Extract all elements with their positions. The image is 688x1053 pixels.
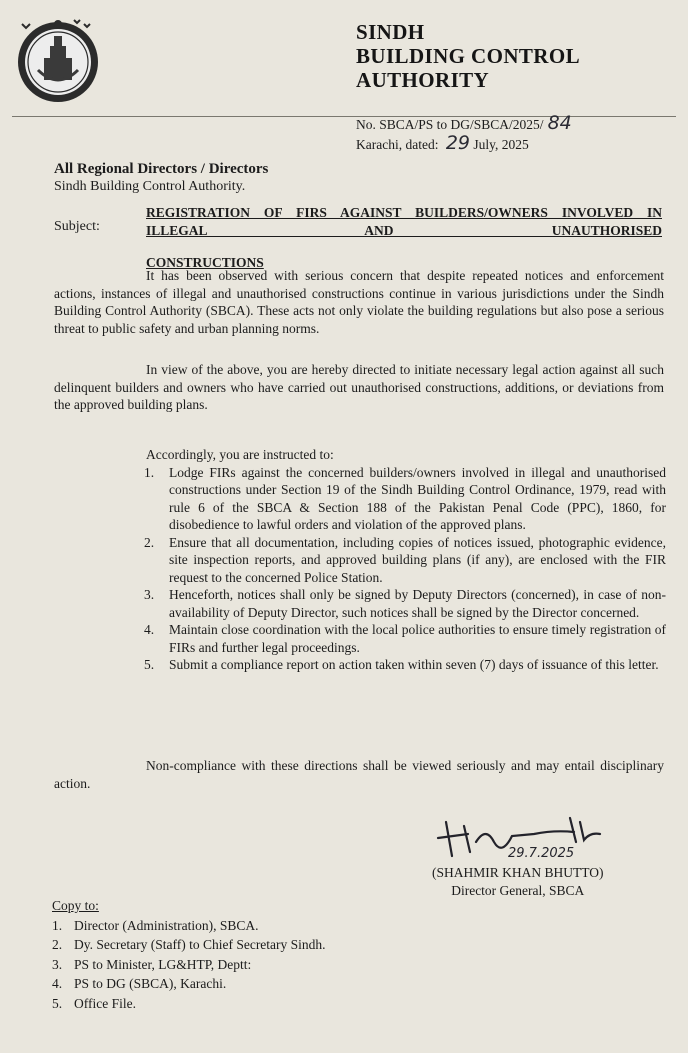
list-item — [144, 464, 666, 534]
list-intro: Accordingly, you are instructed to: — [146, 447, 334, 462]
copy-to-number: 4. — [52, 976, 63, 991]
org-line-3: AUTHORITY — [356, 68, 490, 92]
list-item — [144, 621, 666, 656]
list-item — [144, 586, 666, 621]
copy-to-item — [52, 955, 326, 975]
copy-to-number: 2. — [52, 937, 63, 952]
instructions-list — [144, 446, 666, 674]
copy-to-number: 3. — [52, 956, 63, 972]
copy-to-block — [52, 896, 326, 1013]
org-line-2: BUILDING CONTROL — [356, 44, 581, 68]
header-divider — [12, 116, 676, 117]
addressee-line-2: Sindh Building Control Authority. — [54, 179, 246, 194]
paragraph-2: In view of the above, you are hereby directed to initiate necessary legal action against all such delinquent builders and owners who have carried out unauthorised constructions, additions, or deviations from the approved building plans. — [54, 362, 664, 413]
signatory-name: (SHAHMIR KHAN BHUTTO) — [432, 865, 604, 880]
signatory-block — [432, 864, 604, 900]
list-item-text: Lodge FIRs against the concerned builders/owners involved in illegal and unauthorised constructions under Section 19 of the Sindh Building Control Ordinance, 1979, read with rule 6 of the SBCA & Section 188 of the Pakistan Penal Code (PPC), 1860, for disobedience to lawful orders and violation of the approved plans. — [169, 464, 666, 532]
reference-number-printed: No. SBCA/PS to DG/SBCA/2025/ — [356, 117, 544, 132]
copy-to-text: Dy. Secretary (Staff) to Chief Secretary Sindh. — [74, 937, 326, 952]
date-prefix: Karachi, dated: — [356, 137, 439, 152]
signature-date-handwritten: 29.7.2025 — [508, 846, 575, 861]
list-item-text: Submit a compliance report on action taken within seven (7) days of issuance of this letter. — [169, 657, 659, 672]
addressee-block — [54, 160, 268, 196]
copy-to-item — [52, 974, 326, 994]
date-suffix: July, 2025 — [473, 137, 529, 152]
copy-to-item — [52, 994, 326, 1014]
letter-date — [356, 134, 572, 154]
list-item-number: 2. — [144, 534, 155, 550]
paragraph-3: Non-compliance with these directions shall be viewed seriously and may entail disciplinary action. — [54, 758, 664, 791]
subject-label: Subject: — [54, 219, 100, 234]
signatory-designation: Director General, SBCA — [451, 883, 585, 898]
list-item-text: Maintain close coordination with the local police authorities to ensure timely registration of FIRs and further legal proceedings. — [169, 622, 666, 655]
copy-to-number: 5. — [52, 995, 63, 1011]
copy-to-item — [52, 935, 326, 955]
reference-number-handwritten: 84 — [547, 112, 572, 134]
addressee-line-1: All Regional Directors / Directors — [54, 161, 269, 177]
paragraph-1: It has been observed with serious concern that despite repeated notices and enforcement actions, instances of illegal and unauthorised constructions continue in various jurisdictions under the Sindh Building Control Authority (SBCA). These acts not only violate the building regulations but also pose a serious threat to public safety and urban planning norms. — [54, 268, 664, 336]
date-day-handwritten: 29 — [445, 132, 471, 154]
list-item — [144, 534, 666, 587]
subject-text-last-line: CONSTRUCTIONS — [146, 255, 264, 270]
copy-to-text: Director (Administration), SBCA. — [74, 917, 259, 933]
copy-to-text: Office File. — [74, 995, 136, 1011]
list-item-number: 5. — [144, 657, 155, 672]
org-line-1: SINDH — [356, 20, 425, 44]
list-item-number: 3. — [144, 587, 155, 602]
reference-block — [356, 114, 572, 154]
reference-number — [356, 114, 572, 134]
list-item-text: Ensure that all documentation, including copies of notices issued, photographic evidence, site inspection reports, and approved building plans (if any), are enclosed with the FIR request to the concerned Police Station. — [169, 534, 666, 585]
list-item — [144, 656, 666, 674]
list-item-number: 4. — [144, 622, 155, 637]
list-item-number: 1. — [144, 464, 155, 480]
copy-to-text: PS to Minister, LG&HTP, Deptt: — [74, 956, 252, 972]
organization-name — [356, 20, 580, 92]
copy-to-item — [52, 916, 326, 936]
sbca-seal-logo — [14, 14, 102, 106]
copy-to-text: PS to DG (SBCA), Karachi. — [74, 976, 227, 991]
copy-to-number: 1. — [52, 917, 63, 933]
list-item-text: Henceforth, notices shall only be signed by Deputy Directors (concerned), in case of non-availability of Deputy Director, such notices shall be signed by the Director concerned. — [169, 587, 666, 620]
copy-to-title: Copy to: — [52, 898, 99, 913]
subject-text: REGISTRATION OF FIRS AGAINST BUILDERS/OWNERS INVOLVED IN ILLEGAL AND UNAUTHORISED — [146, 205, 662, 238]
